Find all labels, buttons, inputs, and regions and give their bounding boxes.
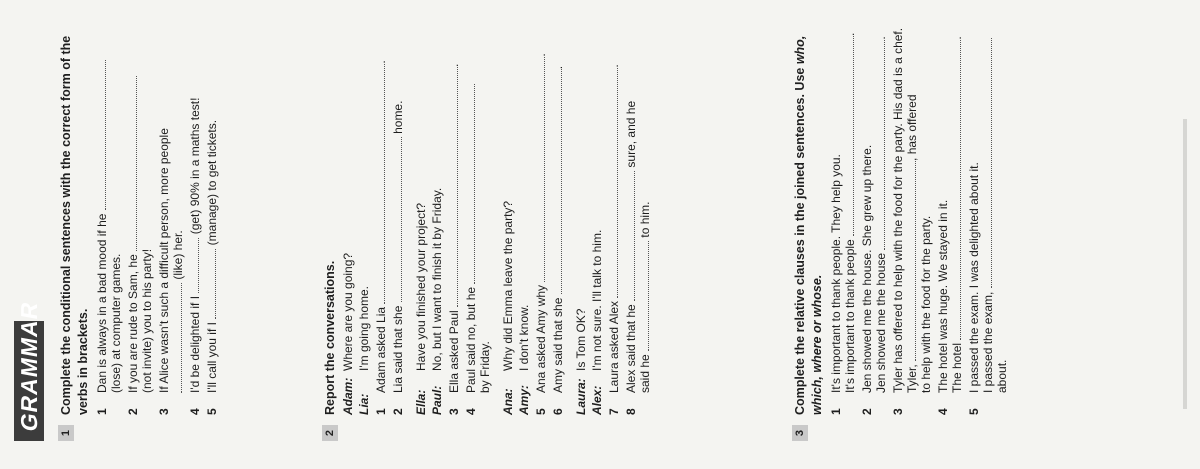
dialogue-line: Ella: Have you finished your project? bbox=[414, 202, 428, 415]
exercise-item: 3 If Alice wasn't such a difficult person, more people (like) her. bbox=[157, 128, 185, 415]
answer-blank[interactable] bbox=[843, 36, 854, 236]
grammar-header bbox=[14, 299, 44, 441]
answer-blank[interactable] bbox=[391, 137, 402, 302]
answer-blank[interactable] bbox=[188, 238, 199, 293]
answer-blank[interactable] bbox=[551, 69, 562, 294]
answer-blank[interactable] bbox=[905, 161, 916, 361]
exercise-item: 2 Lia said that she home. bbox=[391, 100, 405, 415]
exercise-item: 1 Adam asked Lia . bbox=[374, 60, 388, 415]
dialogue-line: Adam: Where are you going? bbox=[341, 252, 355, 415]
grammar-title: GRAMMAR bbox=[16, 299, 42, 434]
exercise-1 bbox=[58, 16, 219, 441]
exercise-item: 5 I'll call you if I (manage) to get tickets. bbox=[205, 119, 219, 415]
exercise-item: 7 Laura asked Alex . bbox=[607, 64, 621, 415]
answer-blank[interactable] bbox=[95, 60, 106, 210]
dialogue-line: Laura: Is Tom OK? bbox=[574, 308, 588, 415]
answer-blank[interactable] bbox=[374, 64, 385, 304]
answer-blank[interactable] bbox=[638, 241, 649, 351]
answer-blank[interactable] bbox=[624, 171, 635, 301]
exercise-number: 1 bbox=[58, 425, 74, 441]
exercise-item: 6 Amy said that she . bbox=[551, 65, 565, 415]
answer-blank[interactable] bbox=[534, 57, 545, 282]
exercise-item: 5 Ana asked Amy why . bbox=[534, 53, 548, 415]
answer-blank[interactable] bbox=[981, 38, 992, 288]
answer-blank[interactable] bbox=[447, 67, 458, 307]
exercise-item: 1 It's important to thank people. They help you. It's important to thank people . bbox=[829, 32, 857, 415]
exercise-3 bbox=[792, 16, 1009, 441]
exercise-item: 4 The hotel was huge. We stayed in it. The hotel . bbox=[936, 36, 964, 415]
answer-blank[interactable] bbox=[171, 283, 182, 393]
dialogue-line: Paul: No, but I want to finish it by Friday. bbox=[430, 187, 444, 415]
exercise-number: 3 bbox=[792, 425, 808, 441]
answer-blank[interactable] bbox=[205, 249, 216, 319]
exercise-item: 2 Jen showed me the house. She grew up there. Jen showed me the house . bbox=[860, 36, 888, 415]
exercise-item: 3 Ella asked Paul . bbox=[447, 63, 461, 415]
exercise-item: 4 Paul said no, but he by Friday. bbox=[464, 16, 492, 441]
exercise-item: 8 Alex said that he sure, and he said he to him. bbox=[624, 100, 652, 415]
exercise-1-instruction: 1 Complete the conditional sentences with the correct form of the verbs in brackets. bbox=[58, 16, 92, 441]
answer-blank[interactable] bbox=[607, 68, 618, 298]
answer-blank[interactable] bbox=[464, 84, 475, 284]
exercise-number: 2 bbox=[322, 425, 338, 441]
page-edge-shadow bbox=[1183, 119, 1187, 409]
exercise-item: 4 I'd be delighted if I (get) 90% in a maths test! bbox=[188, 97, 202, 415]
exercise-item: 3 Tyler has offered to help with the food for the party. His dad is a chef. Tyler, , has offered to help with the food for the party. bbox=[891, 27, 933, 415]
exercise-2 bbox=[322, 16, 652, 441]
answer-blank[interactable] bbox=[126, 76, 137, 251]
exercise-item: 1 Dan is always in a bad mood if he (lose) at computer games. bbox=[95, 16, 123, 441]
exercise-item: 5 I passed the exam. I was delighted about it. I passed the exam, about. bbox=[967, 16, 1009, 441]
dialogue-line: Alex: I'm not sure. I'll talk to him. bbox=[590, 229, 604, 415]
answer-blank[interactable] bbox=[874, 40, 885, 250]
exercise-item: 2 If you are rude to Sam, he (not invite) you to his party! bbox=[126, 16, 154, 441]
dialogue-line: Ana: Why did Emma leave the party? bbox=[501, 200, 515, 415]
dialogue-line: Amy: I don't know. bbox=[517, 304, 531, 415]
answer-blank[interactable] bbox=[950, 40, 961, 340]
exercise-2-instruction: 2 Report the conversations. bbox=[322, 16, 339, 441]
exercise-3-instruction: 3 Complete the relative clauses in the joined sentences. Use who, which, where or whose. bbox=[792, 16, 826, 441]
dialogue-line: Lia: I'm going home. bbox=[357, 285, 371, 415]
